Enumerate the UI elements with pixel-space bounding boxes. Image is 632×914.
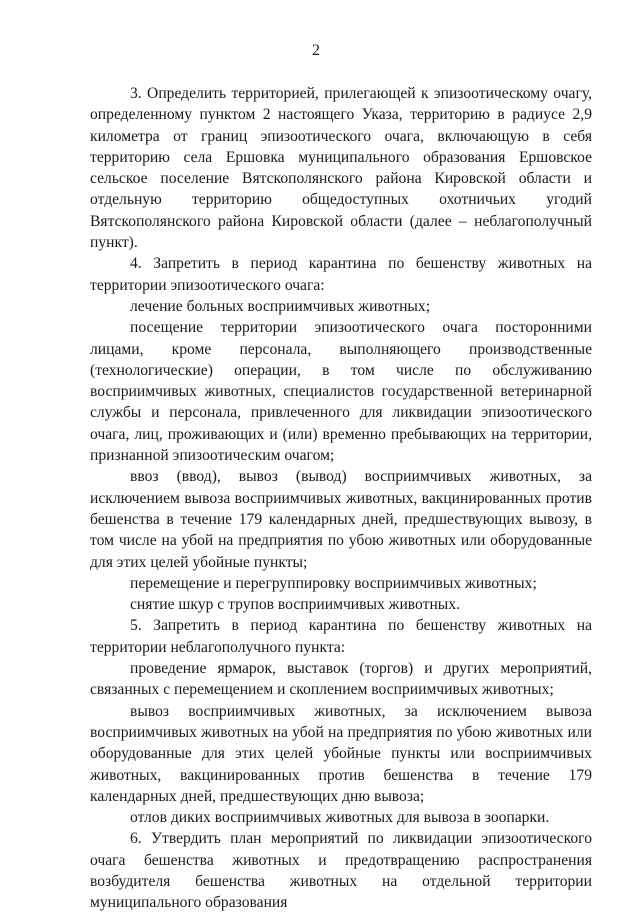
document-body [90,83,592,914]
paragraph-4-item-movement: перемещение и перегруппировку восприимчивых животных; [130,574,537,592]
paragraph-4: 4. Запретить в период карантина по бешенству животных на территории эпизоотического очага: [90,255,592,294]
paragraph-4-item-visits: посещение территории эпизоотического очага посторонними лицами, кроме персонала, выполняющего производственные (технологические) операции, в том числе по обслуживанию восприимчивых животных, специалистов государственной ветеринарной службы и персонала, привлеченного для ликвидации эпизоотического очага, лиц, проживающих и (или) временно пребывающих на территории, признанной эпизоотическим очагом; [90,319,592,465]
paragraph-5-item-fairs: проведение ярмарок, выставок (торгов) и других мероприятий, связанных с перемещением и скоплением восприимчивых животных; [90,660,592,699]
paragraph-6: 6. Утвердить план мероприятий по ликвидации эпизоотического очага бешенства животных и предотвращению распространения возбудителя бешенства животных на отдельной территории муниципального образования [90,830,592,912]
paragraph-4-item-skinning: снятие шкур с трупов восприимчивых животных. [130,596,460,614]
paragraph-5-item-capture: отлов диких восприимчивых животных для вывоза в зоопарки. [130,809,550,827]
paragraph-5: 5. Запретить в период карантина по бешенству животных на территории неблагополучного пункта: [90,617,592,656]
page-number: 2 [312,42,320,59]
paragraph-4-item-import-export: ввоз (ввод), вывоз (вывод) восприимчивых животных, за исключением вывоза восприимчивых животных, вакцинированных против бешенства в течение 179 календарных дней, предшествующих вывозу, в том числе на убой на предприятия по убою животных или оборудованные для этих целей убойные пункты; [90,468,592,571]
paragraph-3: 3. Определить территорией, прилегающей к эпизоотическому очагу, определенному пунктом 2 настоящего Указа, территорию в радиусе 2,9 километра от границ эпизоотического очага, включающую в себя территорию села Ершовка муниципального образования Ершовское сельское поселение Вятскополянского района Кировской области и отдельную территорию общедоступных охотничьих угодий Вятскополянского района Кировской области (далее – неблагополучный пункт). [90,85,592,252]
paragraph-5-item-export: вывоз восприимчивых животных, за исключением вывоза восприимчивых животных на убой на предприятия по убою животных или оборудованные для этих целей убойные пункты или восприимчивых животных, вакцинированных против бешенства в течение 179 календарных дней, предшествующих дню вывоза; [90,702,592,805]
paragraph-4-item-treatment: лечение больных восприимчивых животных; [130,297,431,315]
